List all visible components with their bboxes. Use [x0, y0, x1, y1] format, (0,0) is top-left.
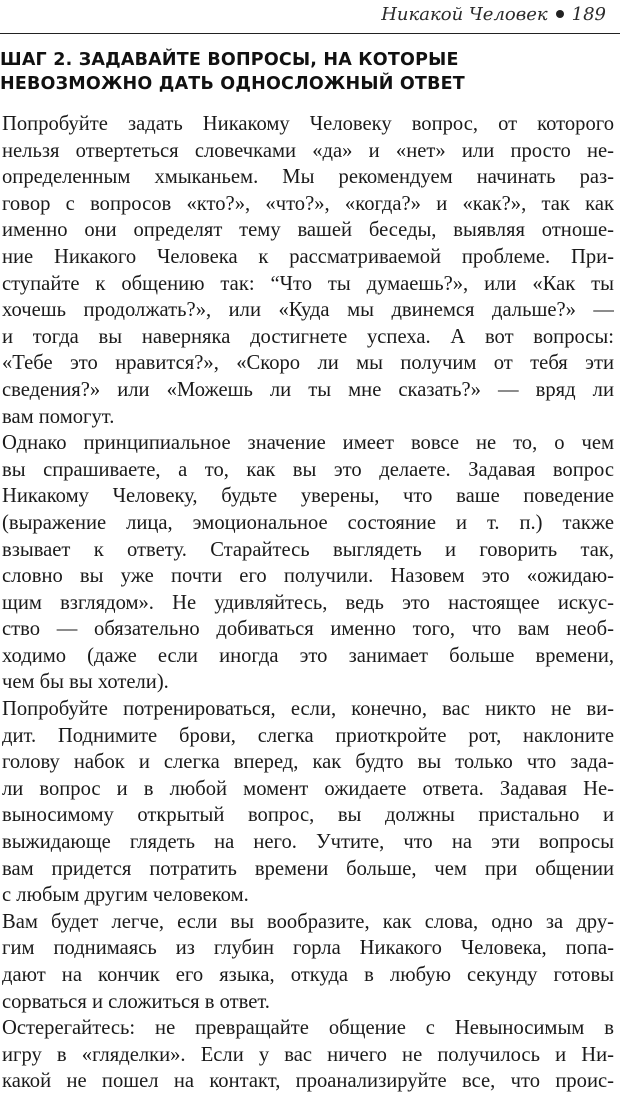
text-line: именно они определят тему вашей беседы, выявляя отноше- — [2, 219, 614, 242]
text-line: и тогда вы наверняка достигнете успеха. А вот вопросы: — [2, 325, 614, 348]
header-text — [381, 4, 606, 25]
text-line: вам придется потратить времени больше, чем при общении — [2, 857, 614, 880]
text-line: с любым другим человеком. — [2, 884, 249, 907]
body-text — [2, 111, 614, 1095]
bullet-icon — [556, 10, 564, 18]
text-line: ние Никакого Человека к рассматриваемой проблеме. При- — [2, 245, 614, 268]
text-line: сорваться и сложиться в ответ. — [2, 990, 270, 1013]
heading-line: ШАГ 2. ЗАДАВАЙТЕ ВОПРОСЫ, НА КОТОРЫЕ — [0, 50, 459, 70]
text-line: Остерегайтесь: не превращайте общение с Невыносимым в — [2, 1017, 614, 1040]
text-line: ступайте к общению так: “Что ты думаешь?», или «Как ты — [2, 272, 614, 295]
text-line: выжидающе глядеть на него. Учтите, что на эти вопросы — [2, 831, 614, 854]
text-line: какой не пошел на контакт, проанализируйте все, что проис- — [2, 1070, 614, 1093]
section-heading — [0, 48, 612, 96]
text-line: чем бы вы хотели). — [2, 671, 169, 694]
text-line: ли вопрос и в любой момент ожидаете ответа. Задавая Не- — [2, 777, 614, 800]
running-header — [0, 0, 620, 34]
text-line: дит. Поднимите брови, слегка приоткройте рот, наклоните — [2, 724, 614, 747]
text-line: выносимому открытый вопрос, вы должны пристально и — [2, 804, 614, 827]
text-line: вы спрашиваете, а то, как вы это делаете. Задавая вопрос — [2, 458, 614, 481]
text-line: игру в «гляделки». Если у вас ничего не получилось и Ни- — [2, 1043, 614, 1066]
text-line: хочешь продолжать?», или «Куда мы двинемся дальше?» — — [2, 299, 614, 322]
header-title: Никакой Человек — [381, 4, 548, 25]
text-line: голову набок и слегка вперед, как будто вы только что зада- — [2, 751, 614, 774]
text-line: Вам будет легче, если вы вообразите, как слова, одно за дру- — [2, 910, 614, 933]
text-line: сведения?» или «Можешь ли ты мне сказать?» — вряд ли — [2, 378, 614, 401]
text-line: вам помогут. — [2, 405, 115, 428]
text-line: Однако принципиальное значение имеет вовсе не то, о чем — [2, 432, 614, 455]
text-line: говор с вопросов «кто?», «что?», «когда?» и «как?», так как — [2, 192, 614, 215]
text-line: «Тебе это нравится?», «Скоро ли мы получим от тебя эти — [2, 352, 614, 375]
page-number: 189 — [571, 4, 606, 25]
text-line: гим поднимаясь из глубин горла Никакого Человека, попа- — [2, 937, 614, 960]
text-line: определенным хмыканьем. Мы рекомендуем начинать раз- — [2, 166, 614, 189]
text-line: дают на кончик его языка, откуда в любую секунду готовы — [2, 964, 614, 986]
text-line: ство — обязательно добиваться именно того, что вам необ- — [2, 618, 614, 641]
text-line: нельзя отвертеться словечками «да» и «нет» или просто не- — [2, 139, 614, 162]
text-line: словно вы уже почти его получили. Назовем это «ожидаю- — [2, 565, 614, 588]
text-line: взывает к ответу. Старайтесь выглядеть и говорить так, — [2, 538, 614, 561]
heading-line: НЕВОЗМОЖНО ДАТЬ ОДНОСЛОЖНЫЙ ОТВЕТ — [0, 74, 465, 94]
text-line: Попробуйте потренироваться, если, конечно, вас никто не ви- — [2, 698, 614, 721]
text-line: (выражение лица, эмоциональное состояние и т. п.) также — [2, 511, 614, 534]
text-line: Попробуйте задать Никакому Человеку вопрос, от которого — [2, 113, 614, 135]
text-line: Никакому Человеку, будьте уверены, что ваше поведение — [2, 485, 614, 508]
text-line: щим взглядом». Не удивляйтесь, ведь это настоящее искус- — [2, 591, 614, 614]
text-line: ходимо (даже если иногда это занимает больше времени, — [2, 644, 614, 667]
